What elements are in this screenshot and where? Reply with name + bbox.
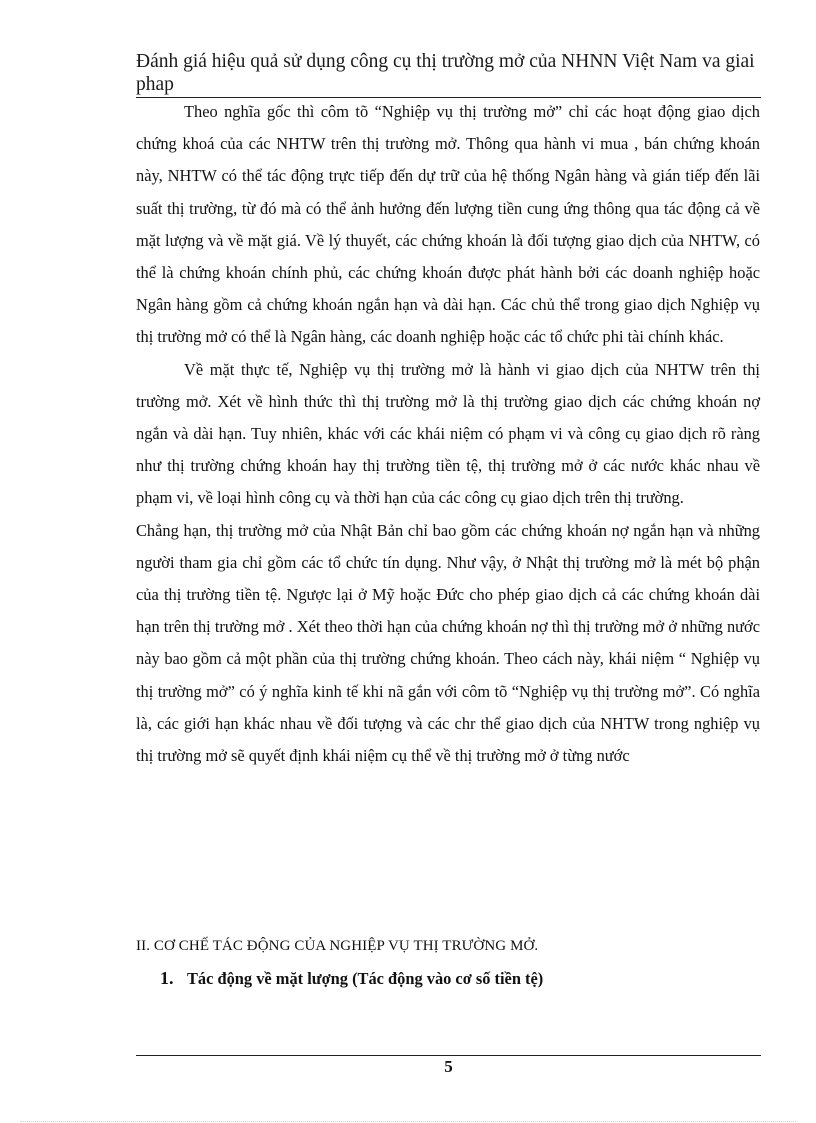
paragraph-1: Theo nghĩa gốc thì côm tõ “Nghiệp vụ thị trường mở” chỉ các hoạt động giao dịch chứng khoá của các NHTW trên thị trường mở. Thông qua hành vi mua , bán chứng khoán này, NHTW có thể tác động trực tiếp đến dự trữ của hệ thống Ngân hàng và gián tiếp đến lãi suất thị trường, từ đó mà có thể ảnh hưởng đến lượng tiền cung ứng thông qua tác động cả về mặt lượng và về mặt giá. Về lý thuyết, các chứng khoán là đối tượng giao dịch của NHTW, có thể là chứng khoán chính phủ, các chứng khoán được phát hành bởi các doanh nghiệp hoặc Ngân hàng gồm cả chứng khoán ngắn hạn và dài hạn. Các chủ thể trong giao dịch Nghiệp vụ thị trường mở có thể là Ngân hàng, các doanh nghiệp hoặc các tổ chức phi tài chính khác. [136, 102, 760, 347]
paragraph-2: Về mặt thực tế, Nghiệp vụ thị trường mở là hành vi giao dịch của NHTW trên thị trường mở. Xét về hình thức thì thị trường mở là thị trường giao dịch các chứng khoán nợ ngắn và dài hạn. Tuy nhiên, khác với các khái niệm có phạm vi và công cụ giao dịch rõ ràng như thị trường chứng khoán hay thị trường tiền tệ, thị trường mở ở các nước khác nhau về phạm vi, về loại hình công cụ và thời hạn của các công cụ giao dịch trên thị trường. [136, 359, 760, 508]
subsection-heading [160, 966, 760, 991]
section-heading: II. CƠ CHẾ TÁC ĐỘNG CỦA NGHIỆP VỤ THỊ TRƯỜNG MỞ. [136, 938, 539, 954]
running-header: Đánh giá hiệu quả sử dụng công cụ thị trường mở của NHNN Việt Nam va giai phap [136, 51, 755, 95]
footer-divider [136, 1055, 761, 1056]
paragraph-3: Chẳng hạn, thị trường mở của Nhật Bản chỉ bao gồm các chứng khoán nợ ngắn hạn và những người tham gia chỉ gồm các tổ chức tín dụng. Như vậy, ở Nhật thị trường mở là mét bộ phận của thị trường tiền tệ. Ngược lại ở Mỹ hoặc Đức cho phép giao dịch cả các chứng khoán dài hạn trên thị trường mở . Xét theo thời hạn của chứng khoán nợ thì thị trường mở ở những nước này bao gồm cả một phần của thị trường chứng khoán. Theo cách này, khái niệm “ Nghiệp vụ thị trường mở” có ý nghĩa kinh tế khi nã gắn với côm tõ “Nghiệp vụ thị trường mở”. Có nghĩa là, các giới hạn khác nhau về đối tượng và các chr thể giao dịch của NHTW trong nghiệp vụ thị trường mở sẽ quyết định khái niệm cụ thể về thị trường mở ở từng nước [136, 520, 760, 766]
subsection-title: Tác động về mặt lượng (Tác động vào cơ số tiền tệ) [187, 969, 544, 988]
body-text [136, 96, 760, 772]
subsection-number: 1. [160, 968, 174, 988]
page-bottom-edge [20, 1121, 796, 1122]
page-number: 5 [444, 1057, 453, 1076]
